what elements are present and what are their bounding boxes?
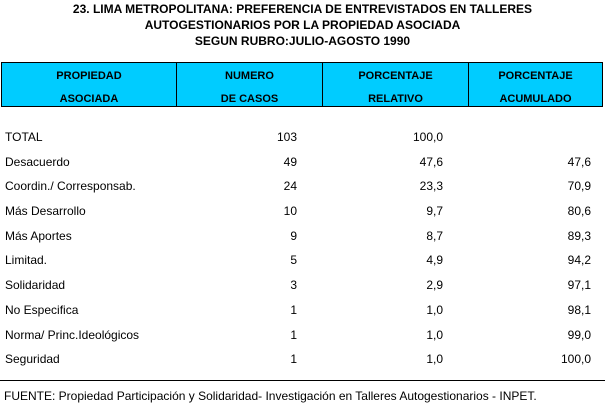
column-header-line: NUMERO bbox=[225, 70, 274, 82]
row-cases: 1 bbox=[290, 327, 297, 342]
table-header bbox=[1, 62, 603, 107]
row-cumulative: 94,2 bbox=[567, 253, 591, 268]
row-cumulative: 89,3 bbox=[567, 228, 591, 243]
column-header-line: PROPIEDAD bbox=[56, 70, 122, 82]
row-label: Seguridad bbox=[5, 352, 60, 367]
column-header-line: DE CASOS bbox=[220, 93, 279, 105]
row-label: Más Aportes bbox=[5, 228, 72, 243]
table-row bbox=[0, 278, 605, 303]
row-relative: 1,0 bbox=[426, 327, 443, 342]
column-header-line: RELATIVO bbox=[368, 93, 423, 105]
row-label: Más Desarrollo bbox=[5, 204, 86, 219]
column-header-propiedad bbox=[2, 63, 177, 106]
title-line-1: 23. LIMA METROPOLITANA: PREFERENCIA DE ENTREVISTADOS EN TALLERES bbox=[72, 2, 533, 16]
row-label: Solidaridad bbox=[5, 278, 66, 293]
row-cases: 5 bbox=[290, 253, 297, 268]
column-header-line: PORCENTAJE bbox=[498, 70, 573, 82]
row-cumulative: 70,9 bbox=[567, 179, 591, 194]
row-relative: 100,0 bbox=[412, 130, 443, 144]
table-body bbox=[0, 130, 605, 377]
row-cases: 10 bbox=[283, 204, 297, 219]
row-cumulative: 99,0 bbox=[567, 327, 591, 342]
report-title bbox=[0, 1, 605, 49]
column-header-line: ACUMULADO bbox=[499, 93, 572, 105]
row-cases: 24 bbox=[283, 179, 297, 194]
row-relative: 1,0 bbox=[426, 302, 443, 317]
row-cases: 1 bbox=[290, 302, 297, 317]
row-label: Desacuerdo bbox=[5, 154, 70, 169]
column-header-numero bbox=[177, 63, 323, 106]
row-relative: 4,9 bbox=[426, 253, 443, 268]
row-label: Norma/ Princ.Ideológicos bbox=[5, 327, 140, 342]
row-relative: 47,6 bbox=[419, 154, 443, 169]
column-header-acumulado bbox=[469, 63, 602, 106]
table-row bbox=[0, 253, 605, 278]
table-row bbox=[0, 204, 605, 229]
column-header-line: PORCENTAJE bbox=[358, 70, 433, 82]
row-cases: 9 bbox=[290, 228, 297, 243]
row-cumulative: 97,1 bbox=[567, 278, 591, 293]
row-label: No Especifica bbox=[5, 302, 79, 317]
row-cases: 3 bbox=[290, 278, 297, 293]
row-label: Coordin./ Corresponsab. bbox=[5, 179, 136, 194]
row-relative: 9,7 bbox=[426, 204, 443, 219]
table-row bbox=[0, 179, 605, 204]
table-row bbox=[0, 303, 605, 328]
title-line-2: AUTOGESTIONARIOS POR LA PROPIEDAD ASOCIADA bbox=[144, 18, 461, 32]
row-label: Limitad. bbox=[5, 253, 48, 268]
row-relative: 23,3 bbox=[419, 179, 443, 194]
row-cases: 49 bbox=[283, 154, 297, 169]
row-label: TOTAL bbox=[5, 130, 43, 144]
source-footnote: FUENTE: Propiedad Participación y Solidaridad- Investigación en Talleres Autogestionarios - INPET. bbox=[4, 389, 537, 403]
table-row bbox=[0, 155, 605, 180]
row-relative: 1,0 bbox=[426, 352, 443, 367]
table-row bbox=[0, 352, 605, 377]
column-header-relativo bbox=[323, 63, 469, 106]
row-cumulative: 47,6 bbox=[567, 154, 591, 169]
table-row bbox=[0, 130, 605, 155]
row-relative: 8,7 bbox=[426, 228, 443, 243]
table-row bbox=[0, 229, 605, 254]
row-cases: 1 bbox=[290, 352, 297, 367]
row-cases: 103 bbox=[276, 130, 297, 144]
row-cumulative: 100,0 bbox=[560, 352, 591, 367]
row-cumulative: 80,6 bbox=[567, 204, 591, 219]
row-cumulative: 98,1 bbox=[567, 302, 591, 317]
row-relative: 2,9 bbox=[426, 278, 443, 293]
bottom-divider bbox=[0, 380, 605, 381]
table-row bbox=[0, 328, 605, 353]
title-line-3: SEGUN RUBRO:JULIO-AGOSTO 1990 bbox=[194, 34, 411, 48]
column-header-line: ASOCIADA bbox=[59, 93, 119, 105]
